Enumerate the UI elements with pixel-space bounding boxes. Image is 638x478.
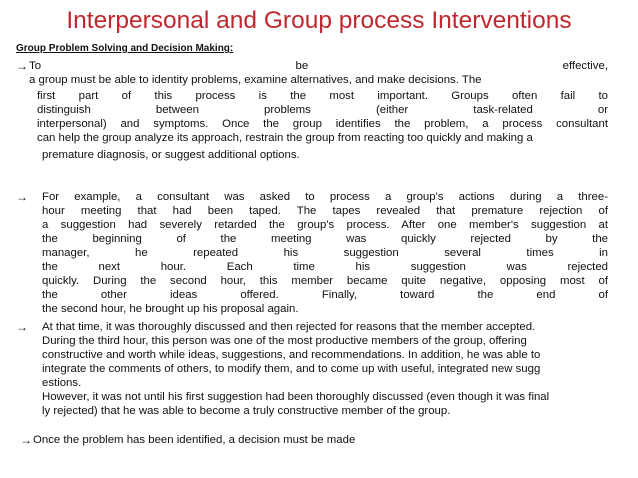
para2-line7: quickly. During the second hour, this member became quite negative, opposing most of bbox=[42, 275, 608, 287]
para1-line2: a group must be able to identity problems, examine alternatives, and make decisions. The bbox=[29, 74, 482, 86]
para2-line2: hour meeting that had been taped. The tapes revealed that premature rejection of bbox=[42, 205, 608, 217]
para2-line1: For example, a consultant was asked to process a group's actions during a three- bbox=[42, 191, 608, 203]
para2-line5: manager, he repeated his suggestion several times in bbox=[42, 247, 608, 259]
para1-line3: first part of this process is the most important. Groups often fail to bbox=[37, 90, 608, 102]
para3-line7: ly rejected) that he was able to become a truly constructive member of the group. bbox=[42, 405, 451, 417]
para3-line2: During the third hour, this person was one of the most productive members of the group, offering bbox=[42, 335, 527, 347]
para4-line1: Once the problem has been identified, a decision must be made bbox=[33, 434, 356, 446]
arrow-bullet-icon: → bbox=[16, 59, 28, 73]
para3-line4: integrate the comments of others, to modify them, and to come up with useful, integrated new sugg bbox=[42, 363, 541, 375]
para2-line3: a suggestion had severely retarded the group's process. After one member's suggestion at bbox=[42, 219, 608, 231]
para1-line1: To be effective, bbox=[29, 60, 608, 72]
para3-line1: At that time, it was thoroughly discussed and then rejected for reasons that the member accepted. bbox=[42, 321, 536, 333]
para3-line5: estions. bbox=[42, 377, 82, 389]
para1-line7: premature diagnosis, or suggest additional options. bbox=[42, 149, 300, 161]
arrow-bullet-icon: → bbox=[20, 433, 32, 447]
para3-line3: constructive and worth while ideas, suggestions, and recommendations. In addition, he was able to bbox=[42, 349, 541, 361]
para1-line5: interpersonal) and symptoms. Once the group identifies the problem, a process consultant bbox=[37, 118, 608, 130]
para1-line6: can help the group analyze its approach, restrain the group from reacting too quickly and making a bbox=[37, 132, 533, 144]
slide-title: Interpersonal and Group process Interventions bbox=[66, 7, 572, 34]
para1-line4: distinguish between problems (either task-related or bbox=[37, 104, 608, 116]
arrow-bullet-icon: → bbox=[16, 190, 28, 204]
para2-line6: the next hour. Each time his suggestion was rejected bbox=[42, 261, 608, 273]
arrow-bullet-icon: → bbox=[16, 320, 28, 334]
para2-line8: the other ideas offered. Finally, toward the end of bbox=[42, 289, 608, 301]
para2-line9: the second hour, he brought up his proposal again. bbox=[42, 303, 299, 315]
para2-line4: the beginning of the meeting was quickly rejected by the bbox=[42, 233, 608, 245]
para3-line6: However, it was not until his first suggestion had been thoroughly discussed (even though it was final bbox=[42, 391, 550, 403]
section-subheading: Group Problem Solving and Decision Making: bbox=[16, 43, 234, 54]
